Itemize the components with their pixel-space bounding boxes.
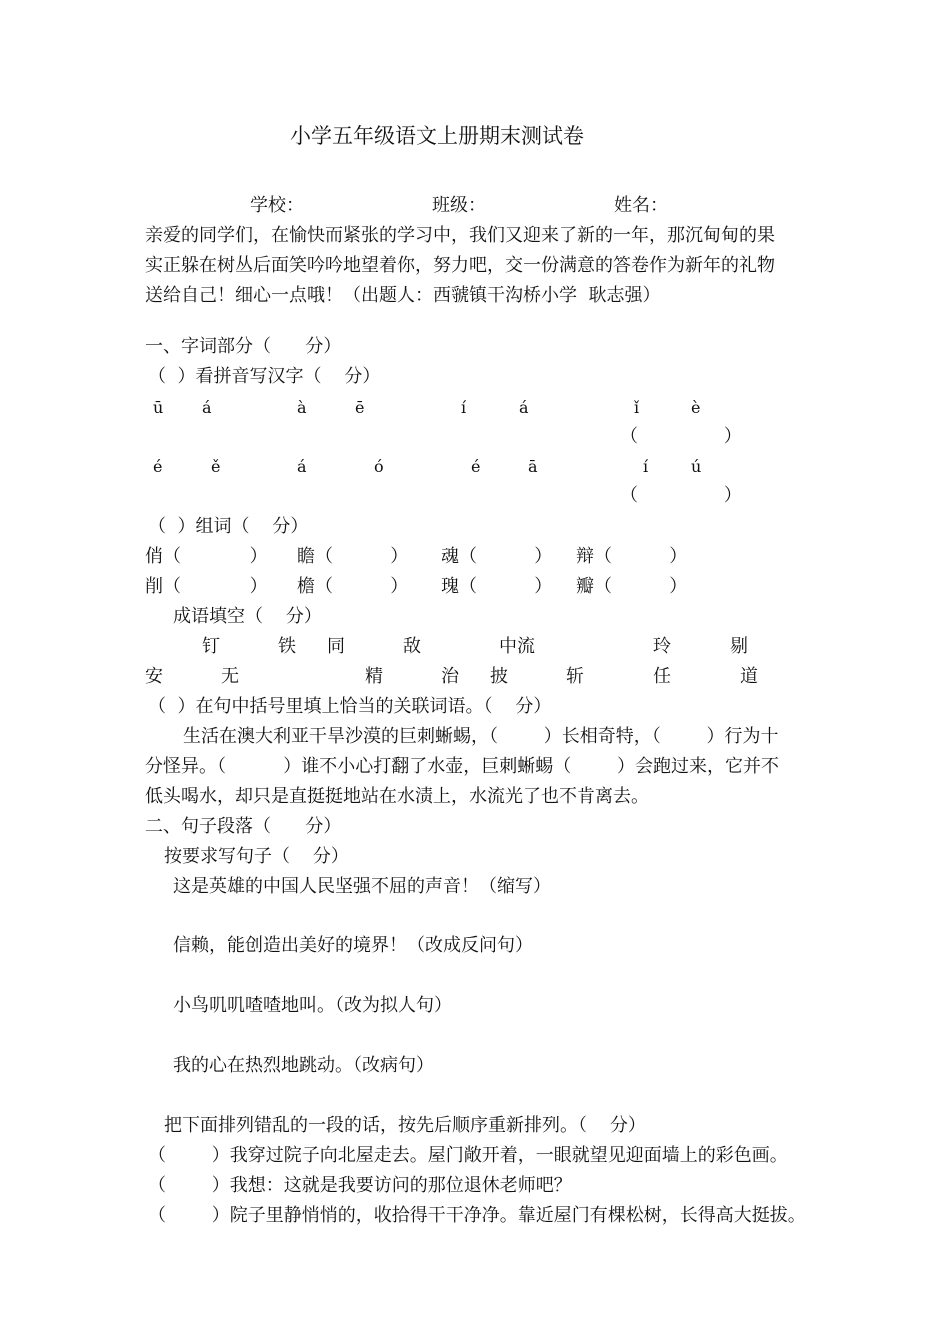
pinyin-syllable: ú bbox=[691, 457, 702, 476]
pinyin-syllable: í bbox=[643, 457, 649, 476]
pinyin-syllable: ū bbox=[153, 398, 164, 417]
sentence-item: 小鸟叽叽喳喳地叫。（改为拟人句） bbox=[173, 995, 452, 1016]
idiom-char: 中流 bbox=[499, 636, 535, 657]
idiom-char: 斩 bbox=[566, 666, 584, 687]
pinyin-syllable: ǐ bbox=[634, 398, 640, 417]
word-group-item: 辩（ ） bbox=[576, 546, 688, 567]
part2-heading: 二、句子段落（ 分） bbox=[145, 816, 342, 837]
idiom-char: 钉 bbox=[202, 636, 220, 657]
word-group-item: 俏（ ） bbox=[145, 546, 268, 567]
pinyin-syllable: é bbox=[153, 457, 163, 476]
answer-parentheses: （ ） bbox=[620, 485, 742, 506]
pinyin-syllable: ā bbox=[528, 457, 538, 476]
idiom-char: 玲 bbox=[653, 636, 671, 657]
idiom-question-label: 成语填空（ 分） bbox=[173, 606, 322, 627]
word-group-item: 檐（ ） bbox=[297, 576, 409, 597]
reorder-item: （ ）我穿过院子向北屋走去。屋门敞开着，一眼就望见迎面墙上的彩色画。 bbox=[148, 1145, 788, 1166]
sentence-item: 我的心在热烈地跳动。（改病句） bbox=[173, 1055, 434, 1076]
word-group-item: 削（ ） bbox=[145, 576, 268, 597]
paragraph-line: 生活在澳大利亚干旱沙漠的巨刺蜥蜴，（ ）长相奇特，（ ）行为十 bbox=[183, 726, 779, 747]
conjunction-question-label: （ ）在句中括号里填上恰当的关联词语。（ 分） bbox=[148, 696, 552, 717]
paragraph-line: 分怪异。（ ）谁不小心打翻了水壶，巨刺蜥蜴（ ）会跑过来，它并不 bbox=[145, 756, 779, 777]
page-title: 小学五年级语文上册期末测试卷 bbox=[290, 124, 584, 148]
pinyin-syllable: ē bbox=[355, 398, 365, 417]
idiom-char: 精 bbox=[365, 666, 383, 687]
part1-heading: 一、字词部分（ 分） bbox=[145, 336, 342, 357]
pinyin-syllable: á bbox=[297, 457, 307, 476]
idiom-char: 披 bbox=[490, 666, 508, 687]
sentence-item: 信赖，能创造出美好的境界！（改成反问句） bbox=[173, 935, 533, 956]
pinyin-syllable: á bbox=[202, 398, 212, 417]
idiom-char: 无 bbox=[221, 666, 239, 687]
idiom-char: 道 bbox=[740, 666, 758, 687]
idiom-char: 同 bbox=[327, 636, 345, 657]
paragraph-line: 低头喝水，却只是直挺挺地站在水渍上，水流光了也不肯离去。 bbox=[145, 786, 649, 807]
intro-line: 送给自己！细心一点哦！（出题人：西虢镇干沟桥小学 耿志强） bbox=[145, 285, 661, 306]
intro-line: 实正躲在树丛后面笑吟吟地望着你，努力吧，交一份满意的答卷作为新年的礼物 bbox=[145, 255, 775, 276]
pinyin-syllable: í bbox=[461, 398, 467, 417]
idiom-char: 安 bbox=[145, 666, 163, 687]
reorder-question-label: 把下面排列错乱的一段的话，按先后顺序重新排列。（ 分） bbox=[164, 1115, 646, 1136]
word-group-item: 瞻（ ） bbox=[297, 546, 409, 567]
pinyin-syllable: ě bbox=[211, 457, 221, 476]
sentence-item: 这是英雄的中国人民坚强不屈的声音！（缩写） bbox=[173, 876, 551, 897]
pinyin-syllable: ó bbox=[374, 457, 384, 476]
pinyin-syllable: è bbox=[691, 398, 701, 417]
word-group-item: 瓣（ ） bbox=[576, 576, 688, 597]
reorder-item: （ ）我想：这就是我要访问的那位退休老师吧？ bbox=[148, 1175, 572, 1196]
idiom-char: 敌 bbox=[403, 636, 421, 657]
intro-line: 亲爱的同学们，在愉快而紧张的学习中，我们又迎来了新的一年，那沉甸甸的果 bbox=[145, 225, 775, 246]
idiom-char: 治 bbox=[441, 666, 459, 687]
idiom-char: 铁 bbox=[278, 636, 296, 657]
word-group-item: 魂（ ） bbox=[441, 546, 553, 567]
answer-parentheses: （ ） bbox=[620, 426, 742, 447]
pinyin-syllable: à bbox=[297, 398, 307, 417]
word-group-item: 瑰（ ） bbox=[441, 576, 553, 597]
class-field-label: 班级： bbox=[432, 195, 486, 216]
pinyin-syllable: é bbox=[471, 457, 481, 476]
sentence-question-label: 按要求写句子（ 分） bbox=[164, 846, 349, 867]
pinyin-syllable: á bbox=[519, 398, 529, 417]
idiom-char: 任 bbox=[653, 666, 671, 687]
word-group-question-label: （ ）组词（ 分） bbox=[148, 516, 309, 537]
school-field-label: 学校： bbox=[250, 195, 304, 216]
pinyin-question-label: （ ）看拼音写汉字（ 分） bbox=[148, 366, 381, 387]
reorder-item: （ ）院子里静悄悄的，收拾得干干净净。靠近屋门有棵松树，长得高大挺拔。 bbox=[148, 1205, 806, 1226]
idiom-char: 剔 bbox=[730, 636, 748, 657]
name-field-label: 姓名： bbox=[614, 195, 668, 216]
